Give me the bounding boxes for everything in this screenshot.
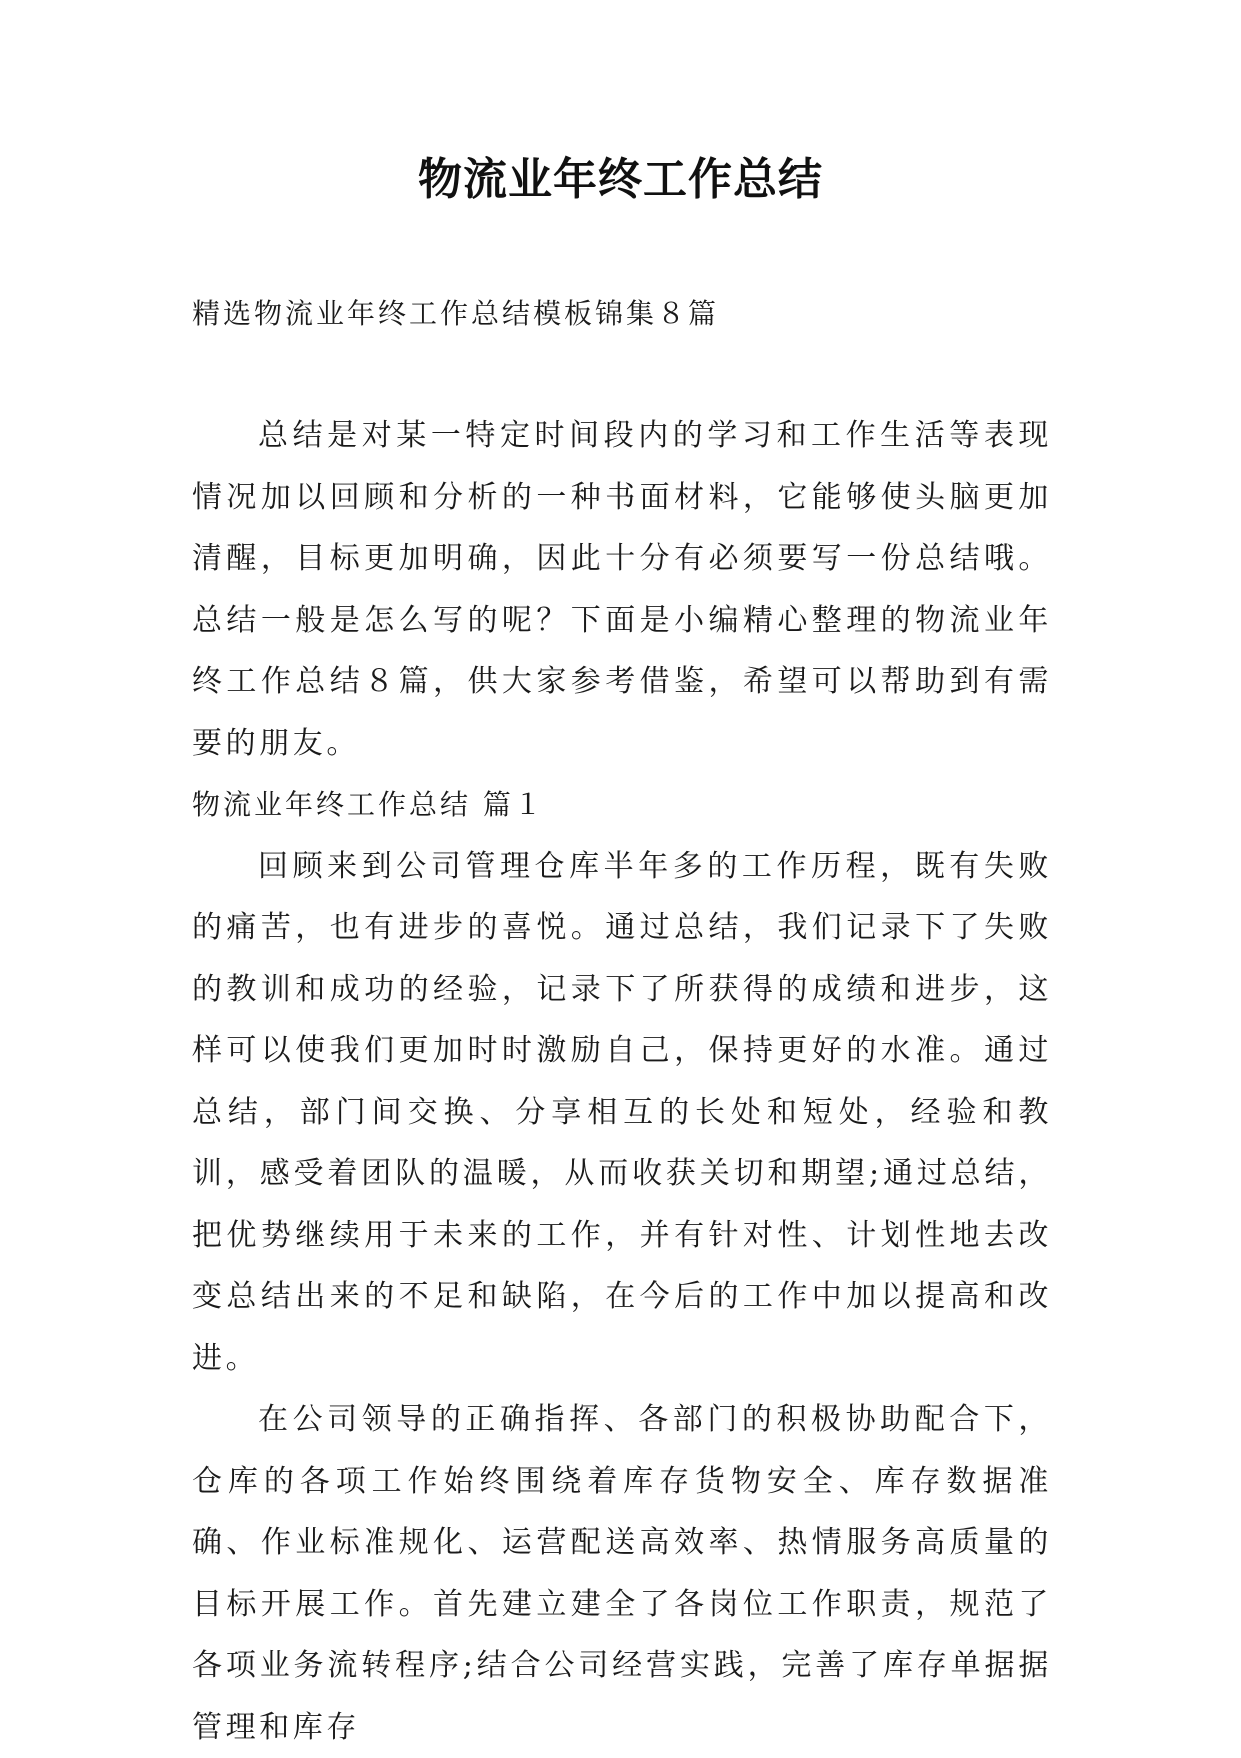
section-heading: 物流业年终工作总结 篇１ — [192, 788, 545, 821]
document-title: 物流业年终工作总结 — [418, 154, 823, 205]
body-paragraph: 在公司领导的正确指挥、各部门的积极协助配合下，仓库的各项工作始终围绕着库存货物安全、库存数据准确、作业标准规化、运营配送高效率、热情服务高质量的目标开展工作。首先建立建全了各岗位工作职责，规范了各项业务流转程序;结合公司经营实践，完善了库存单据据管理和库存 — [192, 1402, 1052, 1745]
intro-paragraph: 总结是对某一特定时间段内的学习和工作生活等表现情况加以回顾和分析的一种书面材料，它能够使头脑更加清醒，目标更加明确，因此十分有必须要写一份总结哦。总结一般是怎么写的呢？下面是小编精心整理的物流业年终工作总结８篇，供大家参考借鉴，希望可以帮助到有需要的朋友。 — [192, 418, 1052, 761]
document-body — [192, 283, 1052, 1758]
document-subtitle: 精选物流业年终工作总结模板锦集８篇 — [192, 297, 720, 330]
body-paragraph: 回顾来到公司管理仓库半年多的工作历程，既有失败的痛苦，也有进步的喜悦。通过总结，我们记录下了失败的教训和成功的经验，记录下了所获得的成绩和进步，这样可以使我们更加时时激励自己，保持更好的水准。通过总结，部门间交换、分享相互的长处和短处，经验和教训，感受着团队的温暖，从而收获关切和期望;通过总结，把优势继续用于未来的工作，并有针对性、计划性地去改变总结出来的不足和缺陷，在今后的工作中加以提高和改进。 — [192, 848, 1052, 1376]
spacer — [192, 345, 1052, 405]
